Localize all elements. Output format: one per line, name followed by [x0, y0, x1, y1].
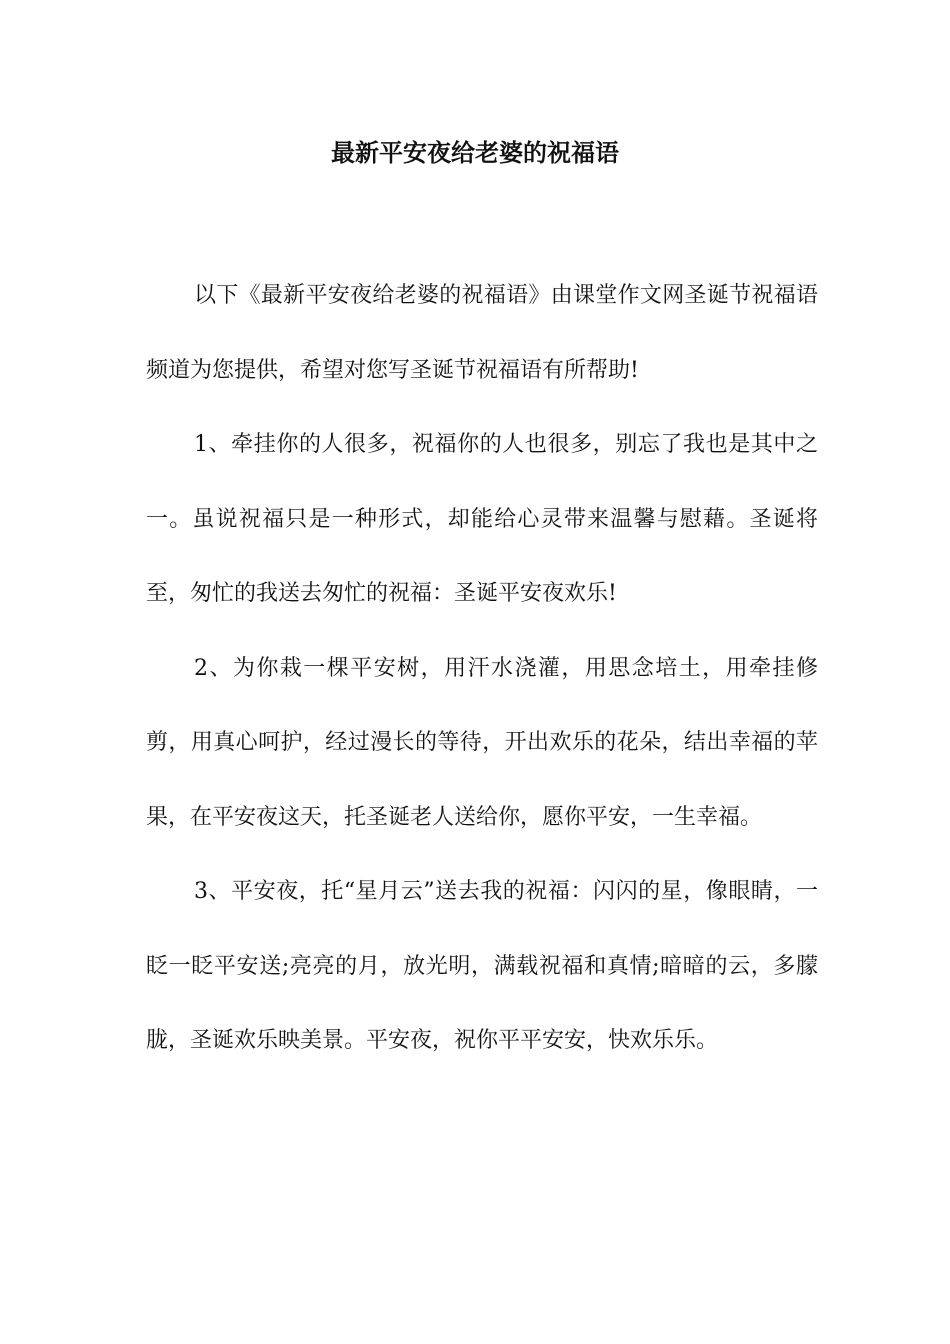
document-title: 最新平安夜给老婆的祝福语: [331, 138, 619, 167]
wish-paragraph-3: 3、平安夜，托“星月云”送去我的祝福：闪闪的星，像眼睛，一眨一眨平安送;亮亮的月，放光明，满载祝福和真情;暗暗的云，多朦胧，圣诞欢乐映美景。平安夜，祝你平平安安，快欢乐乐。: [146, 879, 818, 1053]
wish-paragraph-2: 2、为你栽一棵平安树，用汗水浇灌，用思念培土，用牵挂修剪，用真心呵护，经过漫长的等待，开出欢乐的花朵，结出幸福的苹果，在平安夜这天，托圣诞老人送给你，愿你平安，一生幸福。: [146, 655, 818, 830]
wish-paragraph-1: 1、牵挂你的人很多，祝福你的人也很多，别忘了我也是其中之一。虽说祝福只是一种形式，却能给心灵带来温馨与慰藉。圣诞将至，匆忙的我送去匆忙的祝福：圣诞平安夜欢乐!: [146, 432, 818, 606]
intro-paragraph: 以下《最新平安夜给老婆的祝福语》由课堂作文网圣诞节祝福语频道为您提供，希望对您写圣诞节祝福语有所帮助!: [146, 283, 818, 383]
document-body: [146, 259, 818, 1079]
